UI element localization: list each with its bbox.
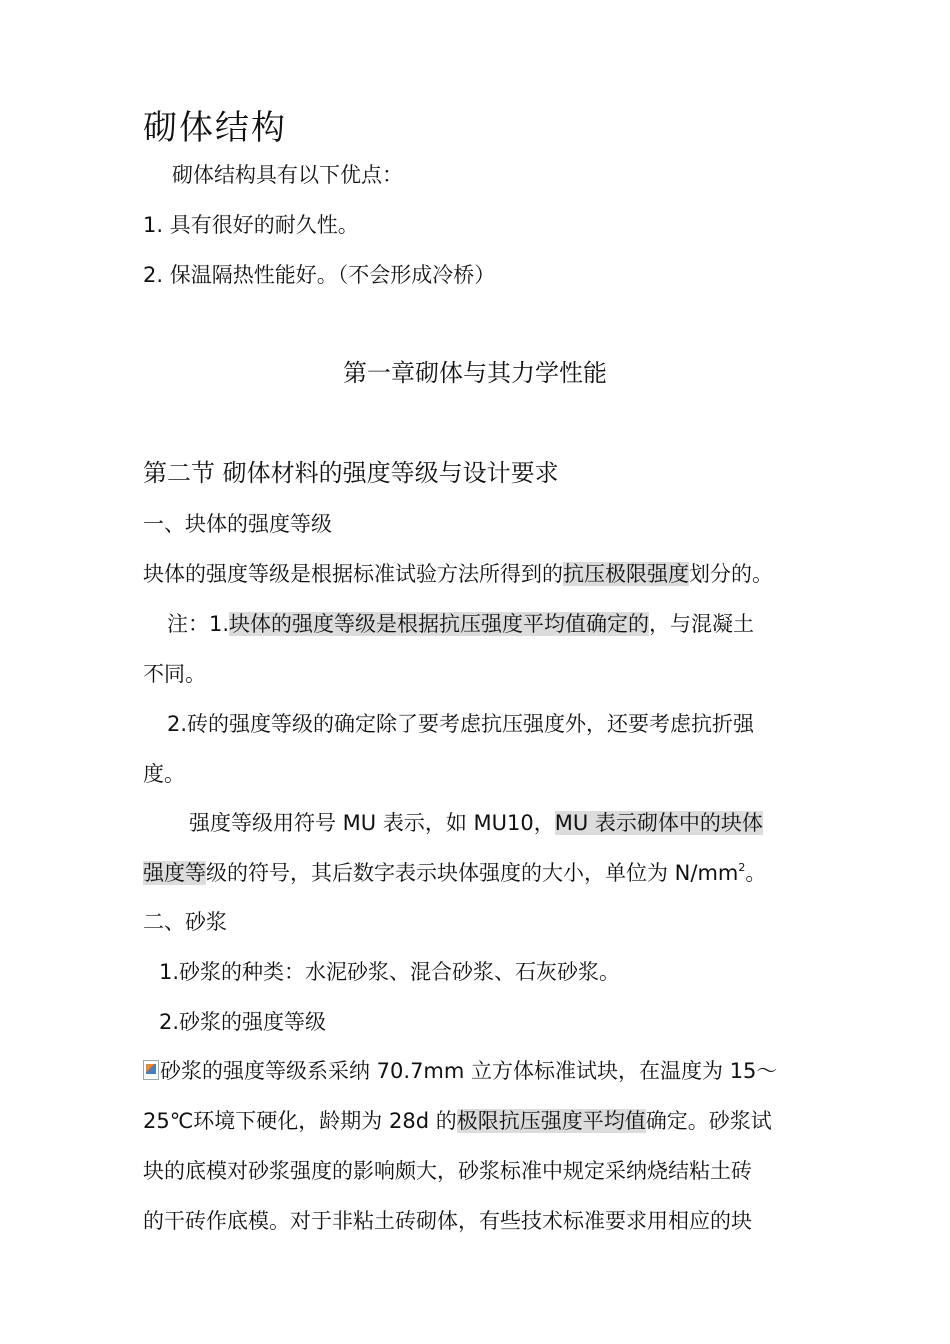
advantage-2: 2. 保温隔热性能好。（不会形成冷桥） (143, 263, 496, 287)
note-2-cont: 度。 (143, 762, 185, 786)
text: 注：1. (167, 612, 230, 636)
text: ，与混凝土 (649, 612, 755, 636)
mortar-para-4: 的干砖作底模。对于非粘土砖砌体，有些技术标准要求用相应的块 (143, 1209, 752, 1233)
highlight: 强度等 (143, 861, 206, 885)
highlight: MU 表示砌体中的块体 (554, 811, 763, 835)
mortar-types: 1.砂浆的种类：水泥砂浆、混合砂浆、石灰砂浆。 (159, 960, 621, 984)
note-1-cont: 不同。 (143, 662, 206, 686)
highlight: 抗压极限强度 (563, 562, 689, 586)
text: 块体的强度等级是根据标准试验方法所得到的 (143, 562, 563, 586)
highlight: 极限抗压强度平均值 (456, 1109, 646, 1133)
chapter-heading: 第一章砌体与其力学性能 (343, 359, 607, 387)
text: 25℃环境下硬化，龄期为 28d 的 (143, 1109, 457, 1133)
superscript: 2 (738, 861, 746, 874)
text: 强度等级用符号 MU 表示，如 MU10， (189, 811, 555, 835)
paragraph-mu (189, 808, 763, 838)
paragraph-mu-cont (143, 858, 766, 892)
mortar-para-3: 块的底模对砂浆强度的影响颇大，砂浆标准中规定采纳烧结粘土砖 (143, 1159, 752, 1183)
mortar-para-1 (143, 1056, 777, 1086)
text: 确定。砂浆试 (645, 1109, 772, 1133)
section-heading: 第二节 砌体材料的强度等级与设计要求 (143, 459, 559, 487)
advantage-1: 1. 具有很好的耐久性。 (143, 213, 359, 237)
text: 级的符号，其后数字表示块体强度的大小，单位为 N/mm (206, 861, 739, 885)
highlight: 块体的强度等级是根据抗压强度平均值确定的 (229, 612, 650, 636)
note-2: 2.砖的强度等级的确定除了要考虑抗压强度外，还要考虑抗折强 (167, 712, 755, 736)
mortar-strength-heading: 2.砂浆的强度等级 (159, 1010, 327, 1034)
broken-image-icon (143, 1060, 159, 1080)
text: 。 (745, 861, 767, 885)
subheading-mortar: 二、砂浆 (143, 910, 227, 934)
paragraph-block-strength (143, 559, 773, 589)
text: 划分的。 (689, 562, 773, 586)
note-1 (167, 609, 754, 639)
mortar-para-2 (143, 1106, 772, 1136)
text: 砂浆的强度等级系采纳 70.7mm 立方体标准试块，在温度为 15～ (160, 1059, 778, 1083)
subheading-block-strength: 一、块体的强度等级 (143, 512, 332, 536)
page-title: 砌体结构 (143, 108, 287, 148)
intro-text: 砌体结构具有以下优点： (172, 163, 403, 187)
